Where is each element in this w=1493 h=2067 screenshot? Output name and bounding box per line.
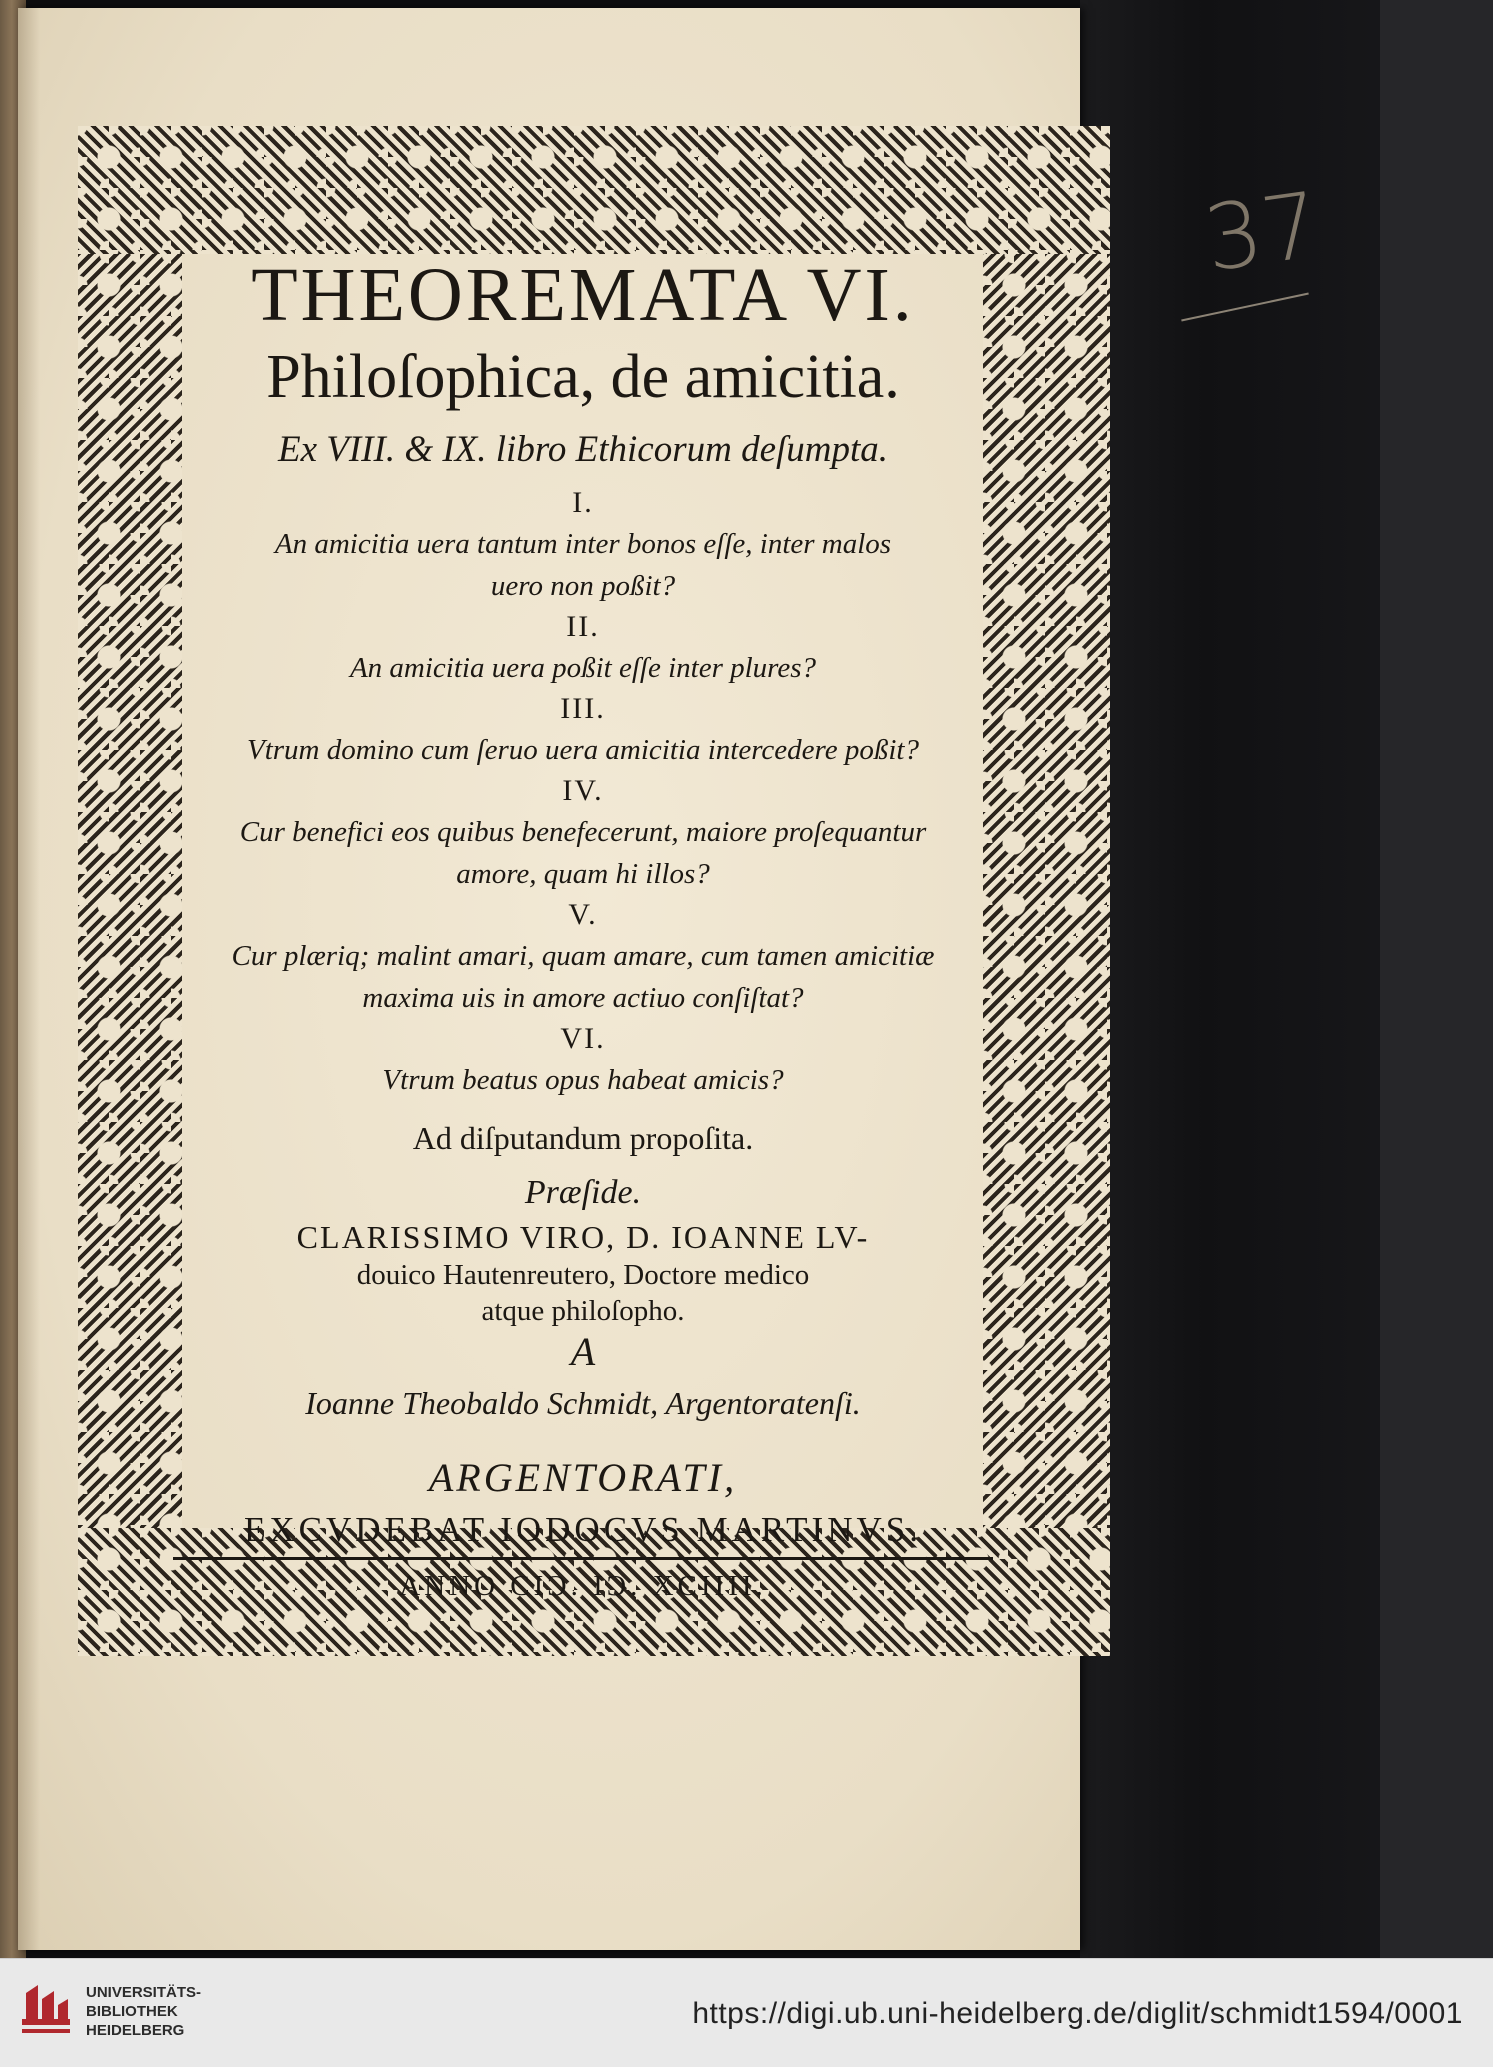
library-logo-icon[interactable] [16,1979,76,2043]
thesis-text: Vtrum beatus opus habeat amicis? [382,1064,784,1096]
thesis-numeral: III. [560,692,606,725]
thesis-text: Cur plæriq; malint amari, quam amare, cum tamen amicitiæ [231,940,935,972]
thesis-text: uero non poßit? [490,570,676,602]
source-note: Ex VIII. & IX. libro Ethicorum deſumpta. [277,429,889,470]
thesis-text: An amicitia uera poßit eſſe inter plures? [349,652,817,684]
thesis-numeral: V. [568,898,598,931]
title-page [18,8,1080,1950]
ornament-top [78,126,1110,254]
title-block [183,253,983,1612]
imprint-year: ANNO CIϽ. IϽ. XCIIII. [399,1570,767,1602]
handwritten-shelf-mark: 37 [1198,172,1327,293]
thesis-numeral: VI. [560,1022,606,1055]
thesis-4 [183,771,983,895]
thesis-1 [183,483,983,607]
disputation-note: Ad diſputandum propoſita. [412,1120,754,1156]
library-name-line: HEIDELBERG [86,2022,185,2039]
thesis-numeral: II. [566,610,600,643]
thesis-5 [183,895,983,1019]
ornament-left [78,254,182,1528]
thesis-text: Cur benefici eos quibus benefecerunt, maiore proſequantur [239,816,927,848]
page-title: THEOREMATA VI. [251,253,915,337]
thesis-2 [183,607,983,689]
praeses-title: atque philoſopho. [481,1295,685,1327]
permalink-url[interactable]: https://digi.ub.uni-heidelberg.de/diglit/schmidt1594/0001 [692,1997,1463,2030]
library-name-line: BIBLIOTHEK [86,2003,178,2020]
scan-edge [1380,0,1493,1958]
praeses-title: douico Hautenreutero, Doctore medico [356,1259,810,1291]
imprint-printer: EXCVDEBAT IODOCVS MARTINVS. [173,1507,993,1560]
thesis-text: Vtrum domino cum ſeruo uera amicitia intercedere poßit? [247,734,919,766]
praeses-name: CLARISSIMO VIRO, D. IOANNE LV- [296,1219,870,1255]
thesis-3 [183,689,983,771]
thesis-numeral: I. [572,486,594,519]
thesis-text: An amicitia uera tantum inter bonos eſſe, inter malos [274,528,892,560]
thesis-numeral: IV. [562,774,604,807]
thesis-text: maxima uis in amore actiuo conſiſtat? [362,982,804,1014]
respondent-prefix: A [570,1329,596,1374]
thesis-6 [183,1019,983,1101]
ornament-right [983,254,1110,1528]
library-name-line: UNIVERSITÄTS- [86,1984,202,2001]
praeside-label: Præſide. [524,1174,642,1211]
respondent-name: Ioanne Theobaldo Schmidt, Argentoratenſi. [305,1385,861,1421]
page-subtitle: Philoſophica, de amicitia. [266,343,900,411]
thesis-text: amore, quam hi illos? [456,858,710,890]
library-name [86,1983,201,2040]
imprint-place: ARGENTORATI, [428,1455,738,1500]
viewer-footer [0,1958,1493,2067]
